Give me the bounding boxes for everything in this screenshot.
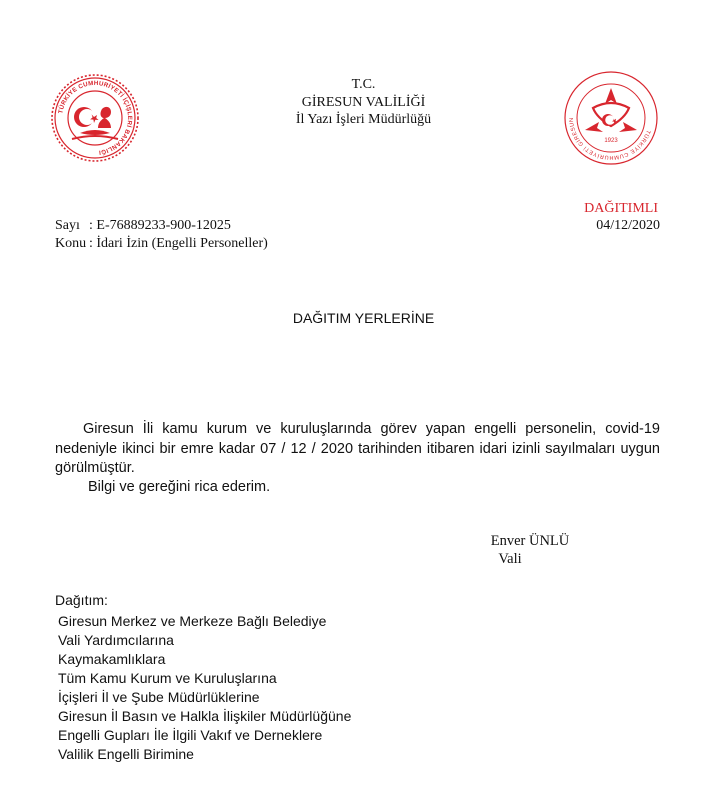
signatory-name: Enver ÜNLÜ [490, 533, 570, 549]
document-subject [55, 236, 268, 252]
list-item: Vali Yardımcılarına [58, 632, 174, 648]
right-seal-year: 1923 [604, 138, 618, 144]
list-item: Valilik Engelli Birimine [58, 746, 194, 762]
document-number-value: : E-76889233-900-12025 [89, 218, 231, 233]
document-subject-label: Konu [55, 236, 87, 251]
document-number-label: Sayı [55, 218, 80, 233]
list-item: İçişleri İl ve Şube Müdürlüklerine [58, 689, 260, 705]
document-date: 04/12/2020 [596, 218, 660, 233]
list-item: Giresun İl Basın ve Halkla İlişkiler Müdürlüğüne [58, 708, 352, 724]
list-item: Engelli Gupları İle İlgili Vakıf ve Derneklere [58, 727, 323, 743]
signatory-title: Vali [498, 551, 522, 567]
document-subject-value: : İdari İzin (Engelli Personeller) [89, 236, 268, 251]
distribution-list [58, 612, 351, 764]
left-seal-text: TÜRKİYE CUMHURİYETİ İÇİŞLERİ BAKANLIĞI [57, 79, 134, 156]
body-paragraph: Giresun İli kamu kurum ve kuruluşlarında görev yapan engelli personelin, covid-19 nedeniyle ikinci bir emre kadar 07 / 12 / 2020 tarihinden itibaren idari izinli sayılmaları uygun görülmüştür. [55, 421, 660, 476]
body-closing: Bilgi ve gereğini rica ederim. [88, 479, 271, 495]
document-number [55, 218, 231, 234]
distribution-label: Dağıtım: [55, 592, 108, 608]
recipient-title: DAĞITIM YERLERİNE [292, 310, 435, 326]
header-line-governorship: GİRESUN VALİLİĞİ [301, 95, 426, 110]
right-seal-text: TÜRKİYE CUMHURİYETİ GİRESUN [568, 117, 651, 161]
header-line-directorate: İl Yazı İşleri Müdürlüğü [295, 112, 432, 127]
list-item: Kaymakamlıklara [58, 651, 166, 667]
list-item: Tüm Kamu Kurum ve Kuruluşlarına [58, 670, 277, 686]
distribution-flag: DAĞITIMLI [584, 201, 658, 216]
list-item: Giresun Merkez ve Merkeze Bağlı Belediye [58, 613, 327, 629]
header-line-tc: T.C. [351, 77, 376, 92]
